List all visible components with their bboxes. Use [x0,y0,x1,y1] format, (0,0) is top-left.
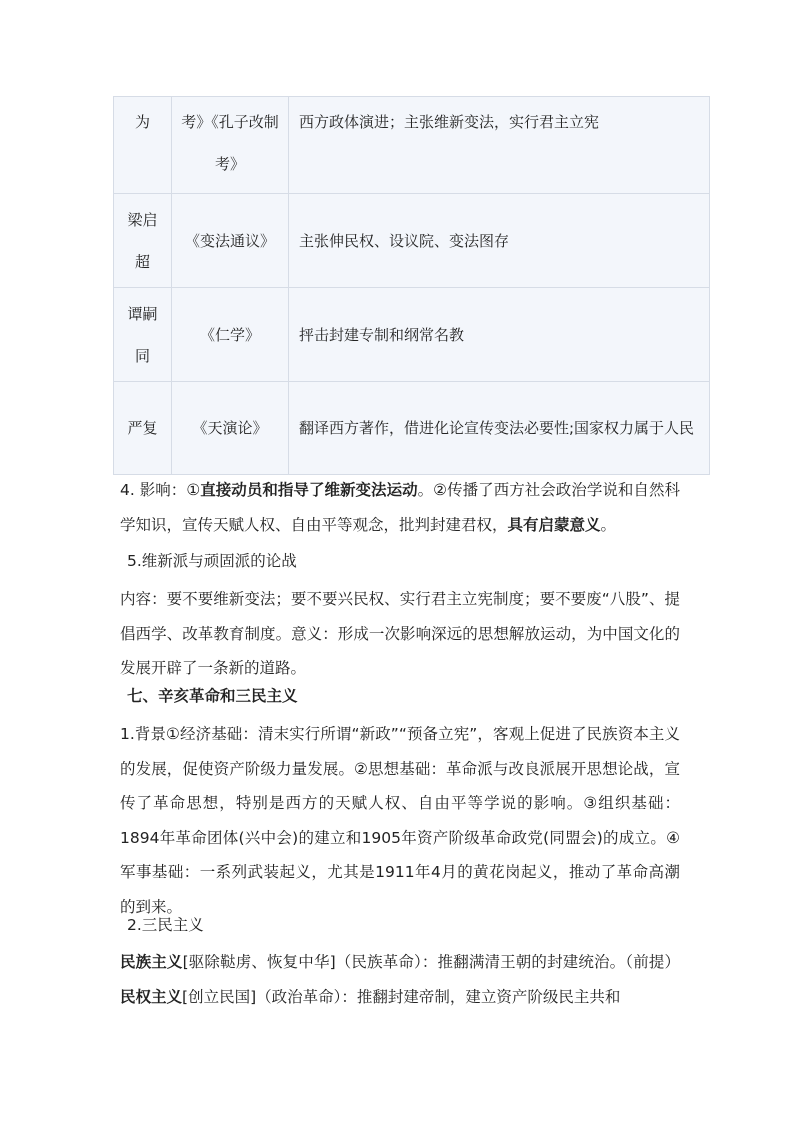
thinker-name: 梁启超 [114,194,172,288]
table-row [114,382,710,475]
principle-democracy-text: [创立民国]（政治革命）：推翻封建帝制，建立资产阶级民主共和 [182,987,621,1006]
impact-prefix: 4. 影响：① [120,481,201,499]
debate-paragraph: 内容：要不要维新变法；要不要兴民权、实行君主立宪制度；要不要废“八股”、提倡西学、改革教育制度。意义：形成一次影响深远的思想解放运动，为中国文化的发展开辟了一条新的道路。 [120,590,680,677]
table-row [114,194,710,288]
thinker-idea: 翻译西方著作，借进化论宣传变法必要性;国家权力属于人民 [289,382,710,475]
thinker-name: 为 [114,97,172,194]
three-principles-heading: 2.三民主义 [127,916,204,934]
impact-suffix: 。 [600,515,617,534]
background-paragraph: 1.背景①经济基础：清末实行所谓“新政”“预备立宪”，客观上促进了民族资本主义的发展，促使资产阶级力量发展。②思想基础：革命派与改良派展开思想论战，宣传了革命思想，特别是西方的天赋人权、自由平等学说的影响。③组织基础：1894年革命团体(兴中会)的建立和1905年资产阶级革命政党(同盟会)的成立。④军事基础：一系列武装起义，尤其是1911年4月的黄花岗起义，推动了革命高潮的到来。 [120,725,680,916]
thinker-work: 《仁学》 [172,288,289,382]
section-heading: 七、辛亥革命和三民主义 [127,687,298,705]
thinker-name: 严复 [114,382,172,475]
three-principles-paragraph [120,945,680,1014]
thinker-idea: 西方政体演进；主张维新变法，实行君主立宪 [289,97,710,194]
impact-middle: 。②传播了西方社会政治学说和自然科学知识，宣传天赋人权、自由平等观念，批判封建君权， [120,481,680,534]
impact-bold-1: 直接动员和指导了维新变法运动 [200,481,418,499]
thinker-idea: 主张伸民权、设议院、变法图存 [289,194,710,288]
table-row [114,288,710,382]
table-row [114,97,710,194]
principle-democracy: 民权主义 [120,987,183,1006]
thinkers-table [113,96,710,475]
principle-nationalism: 民族主义 [120,953,183,971]
thinker-work: 考》《孔子改制考》 [172,97,289,194]
principle-nationalism-text: [驱除鞑虏、恢复中华]（民族革命）：推翻满清王朝的封建统治。（前提） [182,953,680,971]
impact-bold-2: 具有启蒙意义 [507,515,601,534]
impact-paragraph [120,473,680,542]
thinker-idea: 抨击封建专制和纲常名教 [289,288,710,382]
debate-heading: 5.维新派与顽固派的论战 [127,552,297,570]
thinker-work: 《变法通议》 [172,194,289,288]
thinker-work: 《天演论》 [172,382,289,475]
thinker-name: 谭嗣同 [114,288,172,382]
